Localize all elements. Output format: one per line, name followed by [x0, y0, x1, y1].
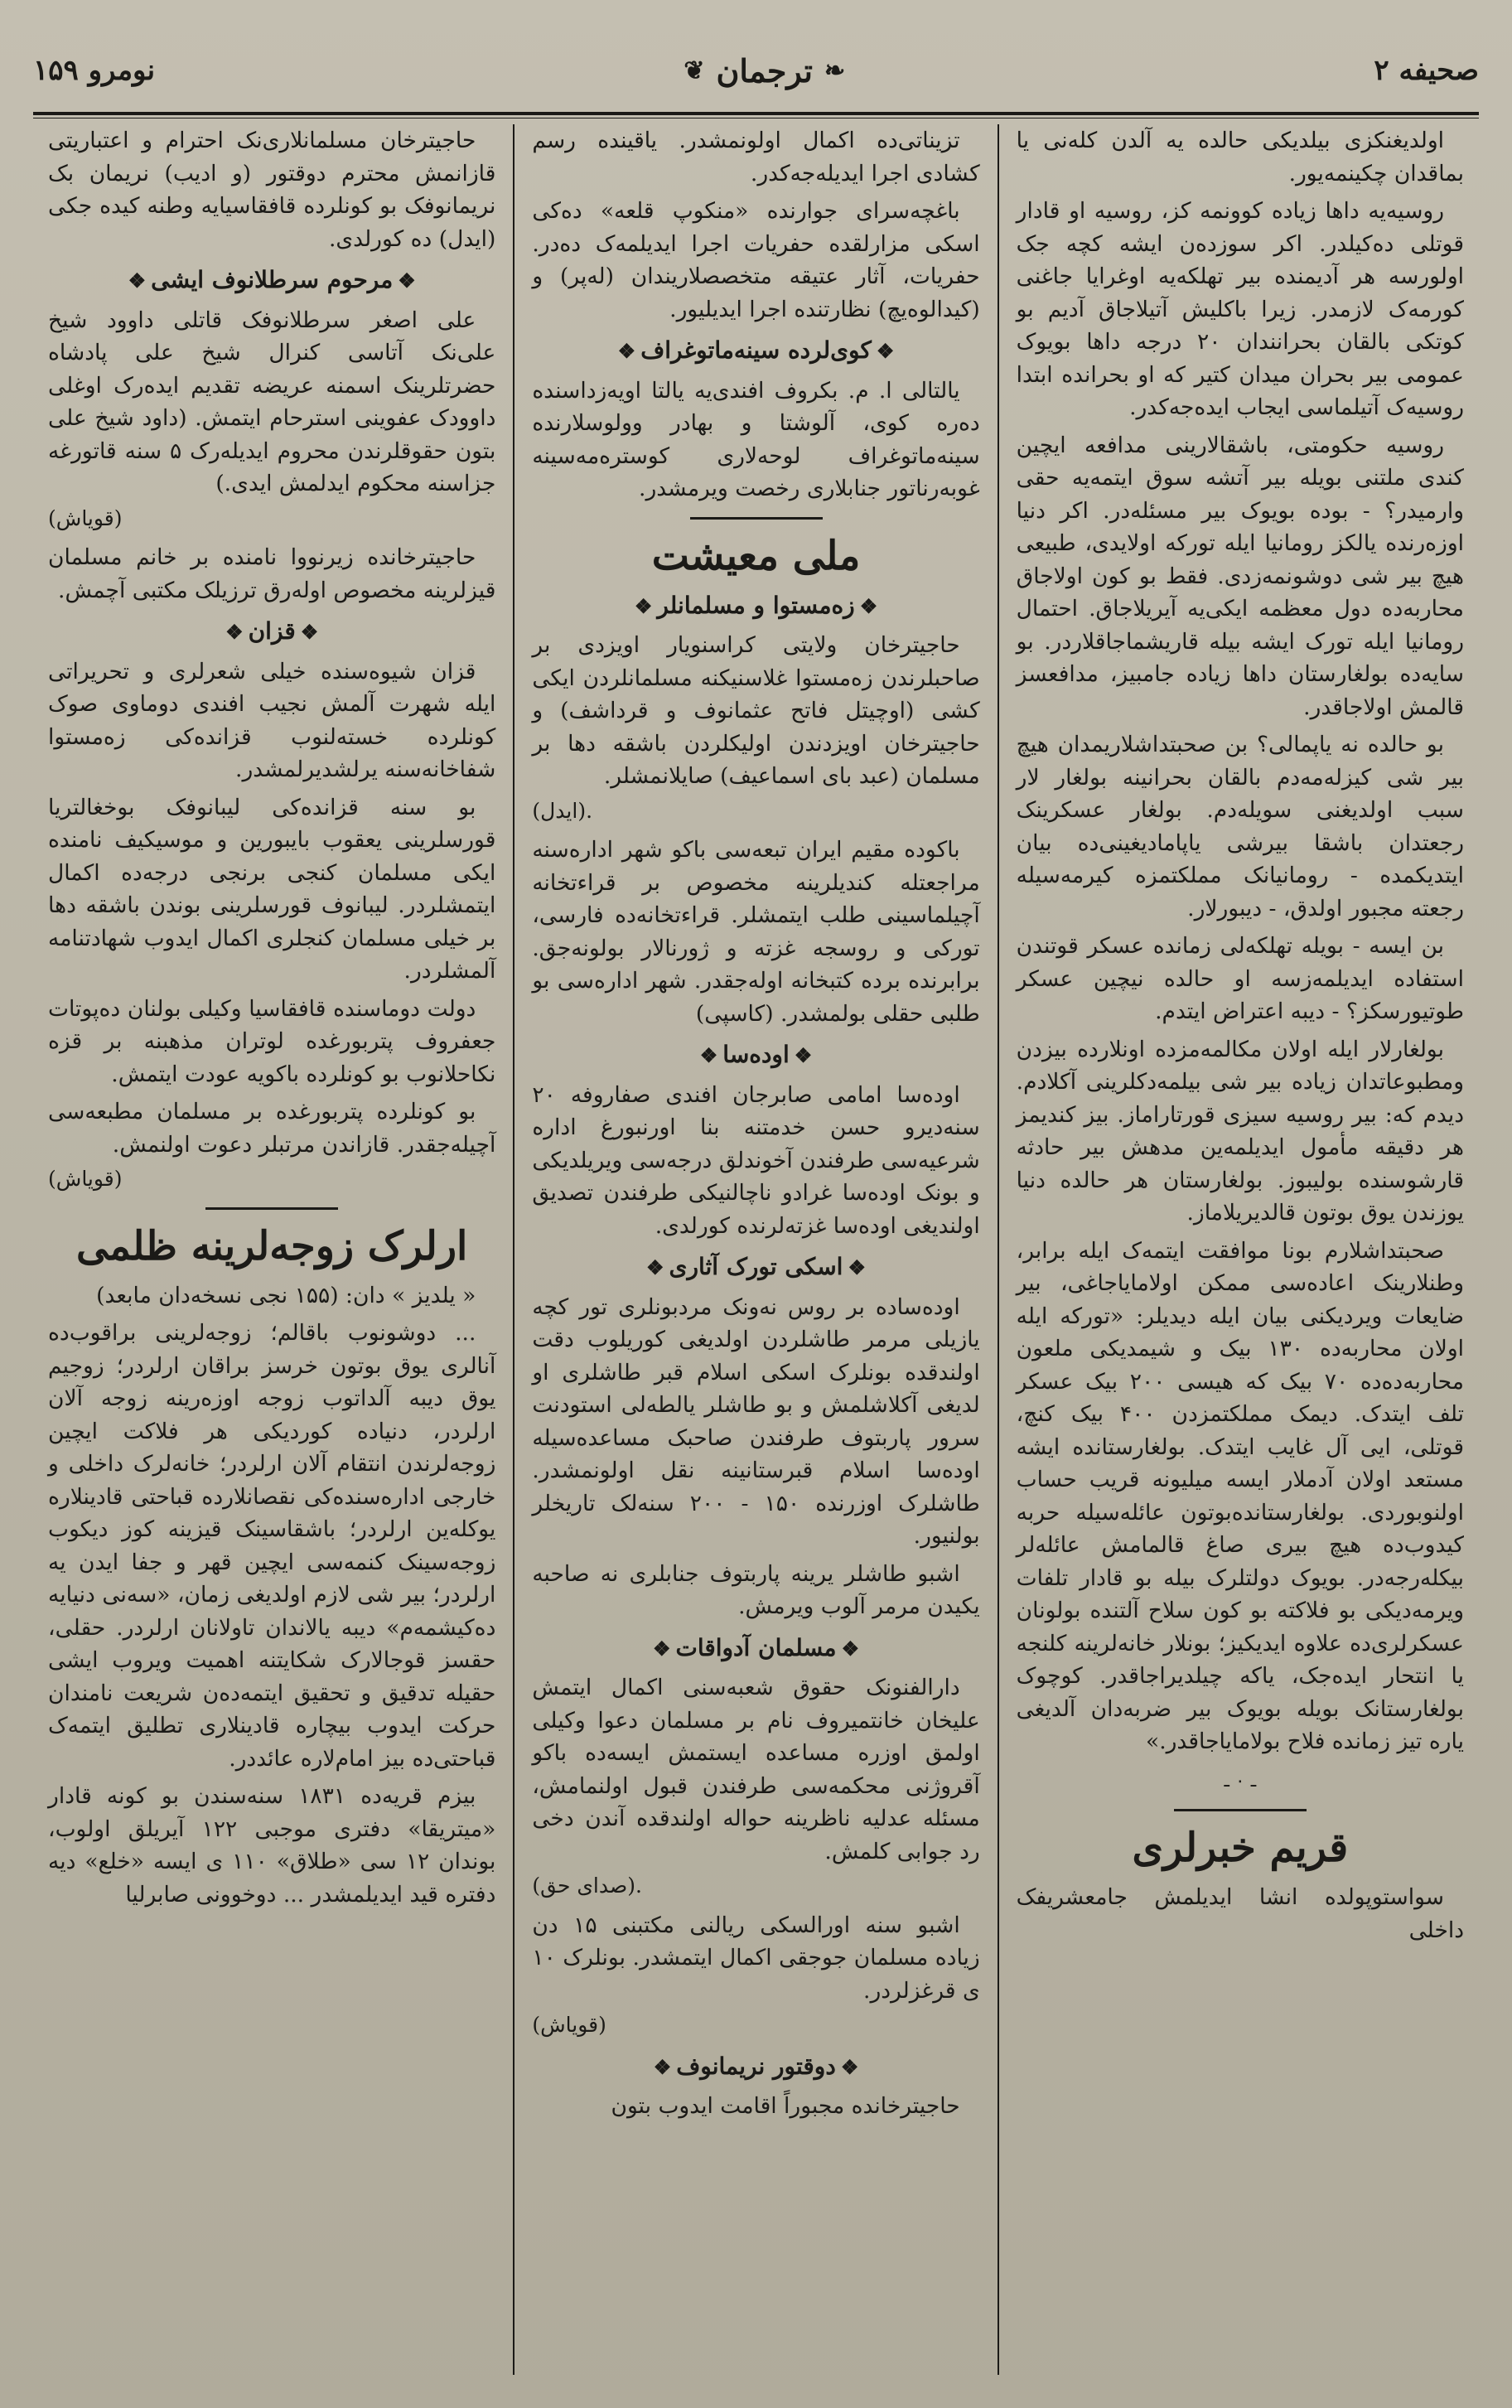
ornament-icon: ❖ — [652, 1636, 671, 1661]
column-separator — [998, 124, 999, 2375]
paragraph: باغچه‌سرای جوارنده «منکوپ قلعه» ده‌کی اسکی مزارلقده حفریات اجرا ایدیلمه‌ک ده‌در. حفریات، آثار عتیقه متخصصلاریندان (له‌پر) و (کیدالوه‌یچ) نظارتنده اجرا ایدیلیور. — [532, 198, 980, 322]
ornament-icon: ❖ — [848, 1255, 866, 1279]
source-note: (ایدل). — [532, 798, 593, 823]
ornament-icon: ❖ — [841, 1636, 860, 1661]
section-rule — [690, 517, 823, 520]
paragraph: بولغارلار ایله اولان مکالمه‌مزده اونلارده بیزدن ومطبوعاتدان زیاده بیر شی بیلمه‌دکلرینی آکلادم. دیدم که: بیر روسیه سیزی قورتاراماز. بیز کندیمز هر دقیقه مأمول ایدیلمه‌ین مدهش بیر حادثه قارشوسنده بولیبوز. بولغارستان هر حالده دنیا یوزندن یوق بوتون قالدیریلاماز. — [1016, 1036, 1464, 1226]
ornament-icon: ❖ — [876, 339, 895, 363]
paragraph: روسیه حکومتی، باشقالارینی مدافعه ایچین کندی ملتنی بویله بیر آتشه سوق ایتمه‌یه حقی وارمیدر؟ - بوده بویوک بیر مسئله‌در. اکر دنیا اوزه‌رنده یالکز رومانیا ایله تورکه اولایدی، طبیعی هیچ بیر شی دوشونمه‌زدی. فقط بو کون اولاجاق محاربه‌ده دول معظمه ایکی‌یه آیریلاجاق. احتمال رومانیا ایله تورک ایشه بیله قاریشماجاقلاردر. بو سایه‌ده بولغارستان داها زیاده جامبیز، مدافعسز قالمش اولاجاقدر. — [1016, 432, 1464, 720]
paragraph: باکوده مقیم ایران تبعه‌سی باکو شهر اداره‌سنه مراجعتله کندیلرینه مخصوص بر قراءتخانه آچیلماسینی طلب ایتمشلر. قراءتخانه‌ده فارسی، تورکی و روسجه غزته و ژورنالار بولونه‌جق. برابرنده برده کتبخانه اوله‌جقدر. شهر اداره‌سی بو طلبی حقلی بولمشدر. (کاسپی) — [532, 837, 980, 1027]
section-title-national-life: ملی معیشت — [651, 532, 861, 579]
paragraph: حاجیترخانده زیرنووا نامنده بر خانم مسلمان قیزلرینه مخصوص اوله‌رق ترزیلک مکتبی آچمش. — [48, 544, 496, 603]
paragraph: بن ایسه - بویله تهلکه‌لی زمانده عسکر قوتندن استفاده ایدیلمه‌زسه او حالده نیچین عسکر طوتیورسکز؟ - دیبه اعتراض ایتدم. — [1016, 933, 1464, 1024]
paragraph: اشبو طاشلر یرینه پاربتوف جنابلری نه صاحبه یکیدن مرمر آلوب ویرمش. — [532, 1560, 980, 1619]
subheading: ❖مرحوم سرطلانوف ایشی❖ — [128, 266, 416, 293]
ornament-icon: ❖ — [840, 2054, 859, 2079]
column-middle — [517, 124, 994, 2375]
paragraph: اوده‌سا امامی صابرجان افندی صفاروفه ۲۰ سنه‌دیرو حسن خدمتنه بنا اورنبورغ اداره شرعیه‌سی طرفندن آخوندلق درجه‌سی ویریلدیکی و بونک اوده‌سا غرادو ناچالنیکی طرفندن تصدیق اولندیغی اوده‌سا غزته‌لرنده کورلدی. — [532, 1081, 980, 1239]
paragraph: تزیناتی‌ده اکمال اولونمشدر. یاقینده رسم کشادی اجرا ایدیله‌جه‌کدر. — [532, 128, 980, 186]
column-left — [33, 124, 510, 2375]
subheading: ❖اوده‌سا❖ — [699, 1041, 813, 1068]
section-title-crimea: قریم خبرلری — [1132, 1825, 1349, 1871]
paragraph: بو کونلرده پتربورغده بر مسلمان مطبعه‌سی آچیله‌جقدر. قازاندن مرتبلر دعوت اولنمش. — [48, 1099, 496, 1158]
source-note: (قویاش) — [48, 1167, 123, 1191]
ornament-left-icon: ❦ — [684, 56, 705, 85]
subheading: ❖مسلمان آدواقات❖ — [652, 1633, 860, 1661]
ornament-icon: ❖ — [225, 620, 244, 644]
source-note: (قویاش) — [48, 505, 123, 530]
ornament-icon: ❖ — [617, 339, 636, 363]
paragraph: ... دوشونوب باقالم؛ زوجه‌لرینی براقوب‌ده آنالری یوق بوتون خرسز براقان ارلردر؛ زوجیم یوق دیبه آلداتوب زوجه اوزه‌رینه زوجه آلان ارلردر، دنیاده کوردیکی هر فلاکت ایچین زوجه‌لرندن انتقام آلان ارلردر؛ خانه‌لرک داخلی و خارجی اداره‌سنده‌کی نقصانلارده قباحتی قادینلاره یوکله‌ین ارلردر؛ باشقاسینک قیزینه کوز دیکوب زوجه‌سینک کنمه‌سی ایچین قهر و جفا ایدن یه ارلردر؛ بیر شی لازم اولدیغی زمان، «سه‌نی دنیایه ده‌کیشمه‌م» دیبه یالاندان تاولانان ارلردر. حقلی، حقسز قوجالارک شکایتنه اهمیت ویروب ایشی حقیله تدقیق و تحقیق ایتمه‌ده‌ن شریعت نامندان حرکت ایدوب بیچاره قادینلاری تطلیق ایتمه‌ک قباحتی‌ده بیز امام‌لاره عائددر. — [48, 1320, 496, 1772]
subheading: ❖کوی‌لرده سینه‌ماتوغراف❖ — [617, 336, 895, 364]
paragraph: یالتالی ا. م. بکروف افندی‌یه یالتا اویه‌زداسنده ده‌ره کوی، آلوشتا و بهادر وولوسلارنده سینه‌ماتوغراف لوحه‌لاری کوستره‌مه‌سینه غوبه‌رناتور جنابلاری رخصت ویرمشدر. — [532, 377, 980, 501]
source-note: (صدای حق). — [532, 1874, 642, 1898]
ornament-icon: ❖ — [128, 268, 147, 293]
paragraph: حاجیترخانده مجبوراً اقامت ایدوب بتون — [611, 2093, 960, 2119]
paragraph: علی اصغر سرطلانوفک قاتلی داوود شیخ علی‌نک آتاسی کنرال شیخ علی پادشاه حضرتلرینک اسمنه عریضه تقدیم ایده‌رک اوغلی داوودک عفوینی استرحام ایتمش. (داود شیخ علی بتون حقوقلرندن محروم ایدیله‌رک ۵ سنه قاتورغه جزاسنه محکوم ایدلمش ایدی.) — [48, 307, 496, 496]
paragraph: دولت دوماسنده قافقاسیا وکیلی بولنان ده‌پوتات جعفروف پتربورغده لوتران مذهبنه بر قزه نکاحلانوب بو کونلرده باکویه عودت ایتمش. — [48, 995, 496, 1087]
section-rule — [1174, 1809, 1307, 1811]
subheading: ❖اسکی تورک آثاری❖ — [646, 1253, 866, 1280]
masthead-title-group — [684, 52, 845, 89]
ornament-icon: ❖ — [653, 2054, 672, 2079]
ornament-icon: ❖ — [646, 1255, 664, 1279]
end-mark: ـ ۰ ـ — [1224, 1770, 1257, 1791]
paragraph: حاجیترخان ولایتی کراسنویار اویزدی بر صاحبلرندن زه‌مستوا غلاسنیکنه مسلمانلردن ایکی کشی (اوچیتل فاتح عثمانوف و قرداشف) و حاجیترخان اویزدندن اولیکلردن باشقه دها بر مسلمان (عبد بای اسماعیف) صایلانمشلر. — [532, 632, 980, 789]
column-right — [1002, 124, 1479, 2375]
paragraph: حاجیترخان مسلمانلاری‌نک احترام و اعتباریتی قازانمش محترم دوقتور (و ادیب) نریمان بک نریمانوفک بو کونلرده قافقاسیایه وطنه کیده جکی (ایدل) ده کورلدی. — [48, 128, 496, 252]
page-number: صحیفه ۲ — [1374, 54, 1479, 87]
paragraph: بو سنه قزانده‌کی لیبانوفک بوخغالتریا قورسلرینی یعقوب بایبورین و موسیکیف نامنده ایکی مسلمان کنجی برنجی درجه‌ده اکمال ایتمشلردر. لیبانوف قورسلرینی بوندن باشقه دها بر خیلی مسلمان کنجلری اکمال ایدوب شهادتنامه آلمشلردر. — [48, 794, 496, 984]
header-rule — [33, 112, 1479, 115]
paragraph: سواستوپولده انشا ایدیلمش جامعشریفک داخلی — [1016, 1884, 1464, 1943]
section-title-husbands: ارلرک زوجه‌لرینه ظلمی — [76, 1222, 468, 1269]
subheading: ❖دوقتور نریمانوف❖ — [653, 2052, 859, 2080]
ornament-icon: ❖ — [699, 1043, 718, 1067]
paragraph: اولدیغنکزی بیلدیکی حالده یه آلدن کله‌نی یا بماقدان چکینمه‌یور. — [1016, 128, 1464, 186]
ornament-icon: ❖ — [859, 593, 878, 618]
paragraph: بیزم قریه‌ده ۱۸۳۱ سنه‌سندن بو کونه قادار «میتریقا» دفتری موجبی ۱۲۲ آیریلق اولوب، بوندان ۱۲ سی «طلاق» ۱۱۰ ی ایسه «خلع» دیه دفتره قید ایدیلمشدر ... دوخوونی صابرلیا — [48, 1783, 496, 1908]
masthead — [33, 33, 1479, 108]
paragraph: روسیه‌یه داها زیاده کوونمه کز، روسیه او قادار قوتلی ده‌کیلدر. اکر سوزده‌ن ایشه کچه جک اولورسه هر آدیمنده بیر تهلکه‌یه اوغرایا جاغنی کورمه‌ک لازمدر. زیرا باکلیش آتیلاجاق آدیم بو کوتکی بالقان بحرانندان ۲۰ درجه داها بویوک عمومی بیر بحران میدان کتیر که او بحرانده ابتدا روسیه‌ک آتیلماسی ایجاب ایده‌جه‌کدر. — [1016, 198, 1464, 420]
ornament-right-icon: ❧ — [824, 56, 846, 85]
paragraph: دارالفنونک حقوق شعبه‌سنی اکمال ایتمش علیخان خانتمیروف نام بر مسلمان دعوا وکیلی اولمق اوزره مساعده ایستمش ایسه‌ده باکو آقروژنی محکمه‌سی طرفندن قبول اولنمامش، مسئله عدلیه ناظرینه حواله اولندقده آندن دخی رد جوابی کلمش. — [532, 1675, 980, 1864]
columns — [33, 124, 1479, 2375]
ornament-icon: ❖ — [634, 593, 653, 618]
paragraph: اشبو سنه اورالسکی ریالنی مکتبنی ۱۵ دن زیاده مسلمان جوجقی اکمال ایتمشدر. بونلرک ۱۰ ی قرغزلردر. — [532, 1912, 980, 2004]
column-separator — [513, 124, 514, 2375]
paragraph: قزان شیوه‌سنده خیلی شعرلری و تحریراتی ایله شهرت آلمش نجیب افندی دوماوی صوک کونلرده خسته‌لنوب قزانده‌کی زه‌مستوا شفاخانه‌سنه یرلشدیرلمشدر. — [48, 658, 496, 782]
ornament-icon: ❖ — [398, 268, 416, 293]
subheading: ❖زه‌مستوا و مسلمانلر❖ — [634, 591, 878, 619]
paragraph: اوده‌ساده بر روس نه‌ونک مردبونلری تور کچه یازیلی مرمر طاشلردن اولدیغی کوریلوب دقت اولندقده بونلرک اسکی اسلام قبر طاشلری او لدیغی آکلاشلمش و بو طاشلر یالطه‌لی استودنت سرور پاربتوف طرفندن صاحبک مساعده‌سیله اوده‌سا اسلام قبرستانینه نقل اولونمشدر. طاشلرک اوزرنده ۱۵۰ - ۲۰۰ سنه‌لک تاریخلر بولنیور. — [532, 1293, 980, 1549]
source-note: (قویاش) — [532, 2013, 606, 2037]
paragraph: صحبتداشلارم بونا موافقت ایتمه‌ک ایله برابر، وطنلارینک اعاده‌سی ممکن اولامایاجاغی، بیر ضایعات ویردیکنی بیان ایله دیدیلر: «تورکه ایله اولان محاربه‌ده ۱۳۰ بیک و شیمدیکی ملعون محاربه‌ده‌ده ۷۰ بیک که هیسی ۲۰۰ بیک عسکر تلف ایتدک. دیمک مملکتمزدن ۴۰۰ بیک کنچ، قوتلی، ایی آل غایب ایتدک. بولغارستانده ایشه مستعد اولان آدملار ایسه میلیونه قریب حساب اولنوبوردی. بولغارستانده‌بوتون عائله‌سیله حربه کیدوب‌ده هیچ بیری صاغ قالمامش عائله‌لر بیکله‌رجه‌در. بویوک دولتلرک بیله بو قادار تلفات ویرمه‌دیکی بو فلاکته بو کون سلاح آلتنده بولونان عسکرلری‌ده علاوه ایدیکیز؛ بونلار خانه‌لرینه کلنجه یا انتحار ایده‌جک، یاکه چیلدیراجاقدر. کوچوک بولغارستانک بویله بویوک بیر ضربه‌دان آلدیغی یاره تیز زمانده فلاح بولامایاجاقدر.» — [1016, 1237, 1464, 1754]
ornament-icon: ❖ — [300, 620, 319, 644]
paper-name: ترجمان — [716, 51, 813, 89]
paragraph: بو حالده نه یاپمالی؟ بن صحبتداشلاریمدان هیچ بیر شی کیزله‌مه‌دم بالقان بحرانینه بولغار لار سبب اولدیغنی سویله‌دم. بولغار عسکرینک رجعتدان باشقا بیرشی یاپامادیغینی‌ده بیان ایتدیکمده - رومانیانک مملکتمزه کیرمه‌سیله رجعته مجبور اولدق، - دیبورلار. — [1016, 732, 1464, 921]
section-rule — [205, 1207, 338, 1210]
source-line: « یلدیز » دان: (۱۵۵ نجی نسخه‌دان مابعد) — [96, 1282, 476, 1308]
ornament-icon: ❖ — [794, 1043, 813, 1067]
subheading: ❖قزان❖ — [225, 617, 319, 645]
issue-number: نومرو ۱۵۹ — [33, 54, 156, 87]
